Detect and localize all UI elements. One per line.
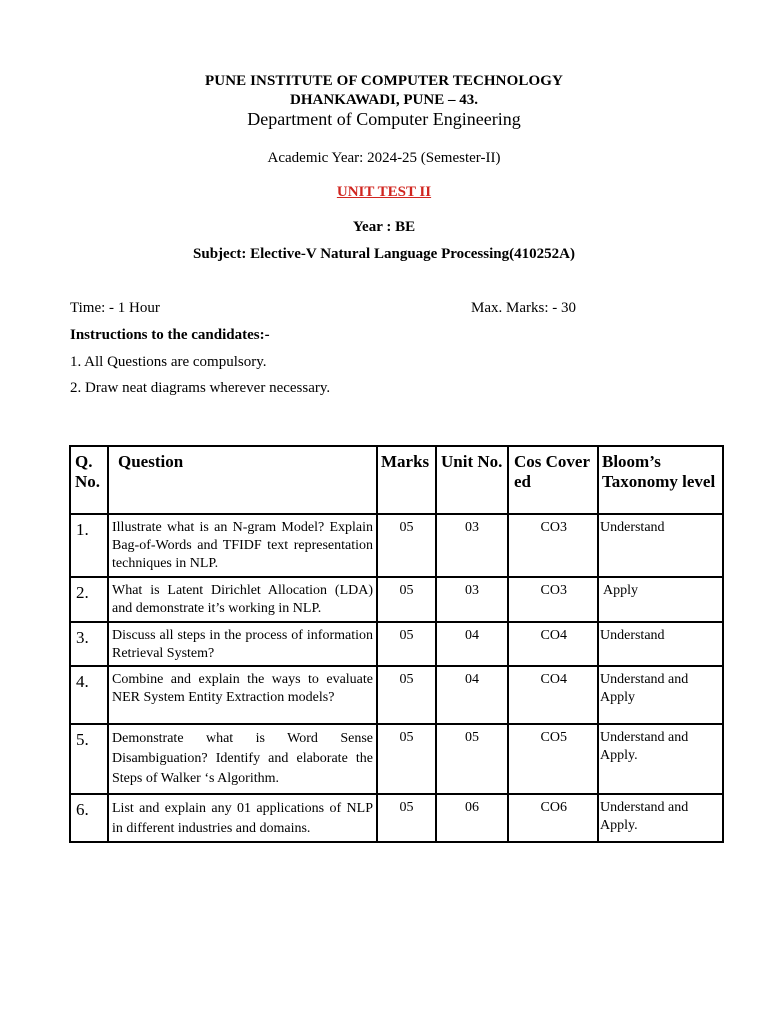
question-table xyxy=(69,445,724,843)
row-unit: 03 xyxy=(436,514,508,577)
institute-address: DHANKAWADI, PUNE – 43. xyxy=(290,92,478,108)
row-unit: 06 xyxy=(436,794,508,842)
row-co: CO3 xyxy=(508,577,598,622)
header-cos: Cos Covered xyxy=(508,446,598,514)
table-row xyxy=(70,622,723,666)
row-qno: 2. xyxy=(70,577,108,622)
instruction-item: 1. All Questions are compulsory. xyxy=(70,354,267,370)
row-qno: 5. xyxy=(70,724,108,794)
row-question: Discuss all steps in the process of information Retrieval System? xyxy=(108,622,377,666)
row-marks: 05 xyxy=(377,794,436,842)
year-label: Year : BE xyxy=(352,219,416,235)
row-unit: 05 xyxy=(436,724,508,794)
row-unit: 03 xyxy=(436,577,508,622)
row-marks: 05 xyxy=(377,622,436,666)
header-marks: Marks xyxy=(377,446,436,514)
row-qno: 4. xyxy=(70,666,108,724)
header-unit: Unit No. xyxy=(436,446,508,514)
test-title: UNIT TEST II xyxy=(336,184,432,200)
row-bloom: Understand and Apply. xyxy=(598,794,723,842)
table-row xyxy=(70,666,723,724)
row-co: CO4 xyxy=(508,666,598,724)
row-question: Demonstrate what is Word Sense Disambiguation? Identify and elaborate the Steps of Walker ‘s Algorithm. xyxy=(108,724,377,794)
row-question: List and explain any 01 applications of NLP in different industries and domains. xyxy=(108,794,377,842)
instruction-item: 2. Draw neat diagrams wherever necessary. xyxy=(70,380,331,396)
row-bloom: Apply xyxy=(598,577,723,622)
row-qno: 1. xyxy=(70,514,108,577)
row-marks: 05 xyxy=(377,666,436,724)
row-unit: 04 xyxy=(436,622,508,666)
row-marks: 05 xyxy=(377,514,436,577)
max-marks-label: Max. Marks: - 30 xyxy=(471,300,576,316)
row-co: CO5 xyxy=(508,724,598,794)
row-co: CO3 xyxy=(508,514,598,577)
time-label: Time: - 1 Hour xyxy=(70,300,160,316)
academic-year: Academic Year: 2024-25 (Semester-II) xyxy=(267,150,501,166)
row-co: CO6 xyxy=(508,794,598,842)
table-row xyxy=(70,724,723,794)
row-question: What is Latent Dirichlet Allocation (LDA) and demonstrate it’s working in NLP. xyxy=(108,577,377,622)
institute-name: PUNE INSTITUTE OF COMPUTER TECHNOLOGY xyxy=(205,73,563,89)
row-question: Illustrate what is an N-gram Model? Explain Bag-of-Words and TFIDF text representation techniques in NLP. xyxy=(108,514,377,577)
department-name: Department of Computer Engineering xyxy=(247,109,521,129)
row-qno: 3. xyxy=(70,622,108,666)
subject-label: Subject: Elective-V Natural Language Processing(410252A) xyxy=(193,246,575,262)
row-marks: 05 xyxy=(377,724,436,794)
table-row xyxy=(70,794,723,842)
row-marks: 05 xyxy=(377,577,436,622)
row-qno: 6. xyxy=(70,794,108,842)
row-bloom: Understand and Apply. xyxy=(598,724,723,794)
header-qno: Q. No. xyxy=(70,446,108,514)
row-unit: 04 xyxy=(436,666,508,724)
header-question: Question xyxy=(108,446,377,514)
row-co: CO4 xyxy=(508,622,598,666)
row-bloom: Understand and Apply xyxy=(598,666,723,724)
instructions-heading: Instructions to the candidates:- xyxy=(70,327,270,343)
row-bloom: Understand xyxy=(598,622,723,666)
table-row xyxy=(70,514,723,577)
table-row xyxy=(70,577,723,622)
row-bloom: Understand xyxy=(598,514,723,577)
header-bloom: Bloom’s Taxonomy level xyxy=(598,446,723,514)
table-header-row xyxy=(70,446,723,514)
row-question: Combine and explain the ways to evaluate NER System Entity Extraction models? xyxy=(108,666,377,724)
